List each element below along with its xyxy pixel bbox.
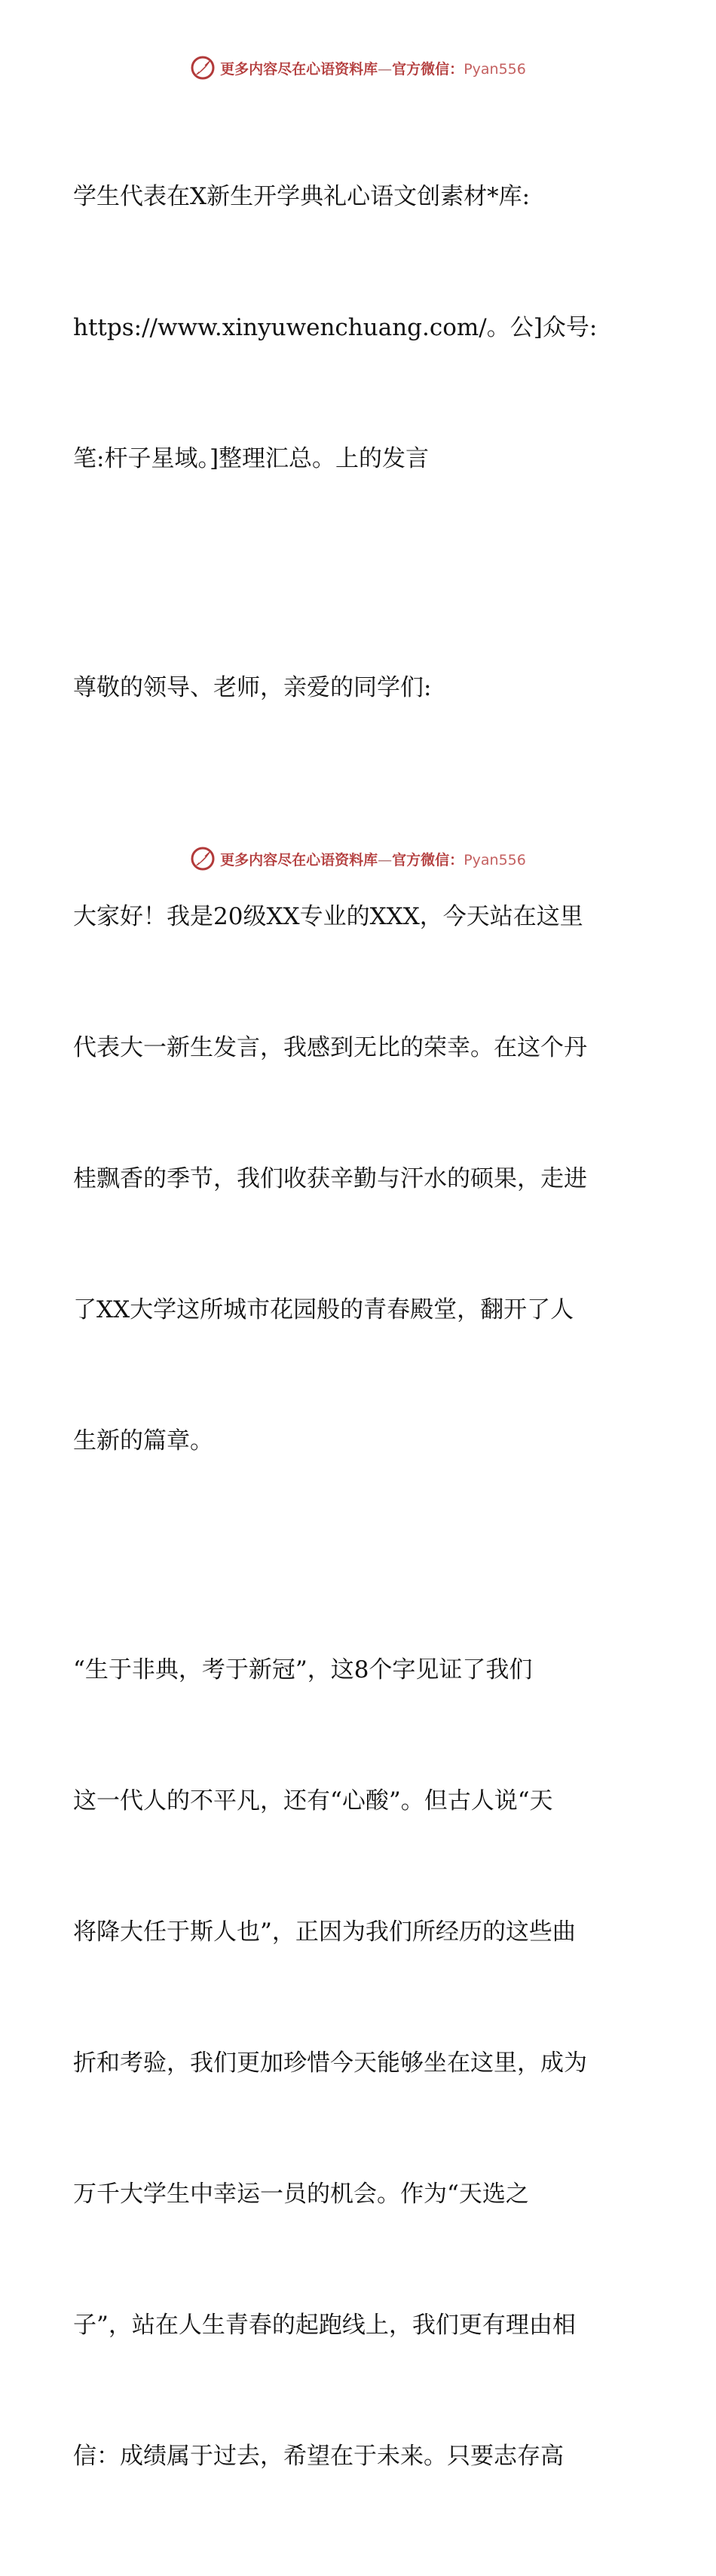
footer-banner <box>0 844 716 874</box>
header-banner-main: 更多内容尽在心语资料库 <box>220 60 378 78</box>
paragraph-line: 代表大一新生发言，我感到无比的荣幸。在这个丹 <box>73 1034 587 1061</box>
header-banner-separator: — <box>378 60 393 78</box>
quill-logo-icon <box>190 55 216 81</box>
title-line: 学生代表在X新生开学典礼心语文创素材*库: <box>73 183 531 210</box>
title-line: 笔:杆子星域。]整理汇总。上的发言 <box>73 445 430 472</box>
quill-logo-icon <box>190 846 216 871</box>
header-banner <box>0 53 716 83</box>
header-banner-wechat-handle: Pyan556 <box>464 60 526 78</box>
header-banner-text <box>220 58 526 78</box>
header-banner-inner <box>190 55 526 81</box>
paragraph-line: 生新的篇章。 <box>73 1427 213 1454</box>
paragraph-line: 子”，站在人生青春的起跑线上，我们更有理由相 <box>73 2312 576 2339</box>
footer-banner-separator: — <box>378 851 393 868</box>
document-body <box>73 87 646 2576</box>
salutation <box>73 578 646 797</box>
footer-banner-wechat-handle: Pyan556 <box>464 851 526 868</box>
paragraph-line: 桂飘香的季节，我们收获辛勤与汗水的硕果，走进 <box>73 1165 587 1192</box>
paragraph-line: 了XX大学这所城市花园般的青春殿堂，翻开了人 <box>73 1296 574 1323</box>
footer-banner-wechat-label: 官方微信： <box>392 851 464 868</box>
footer-banner-inner <box>190 846 526 871</box>
footer-banner-text <box>220 849 526 869</box>
paragraph-line: 这一代人的不平凡，还有“心酸”。但古人说“天 <box>73 1787 553 1814</box>
footer-banner-main: 更多内容尽在心语资料库 <box>220 851 378 868</box>
paragraph-greeting <box>73 807 646 1550</box>
paragraph-line: 折和考验，我们更加珍惜今天能够坐在这里，成为 <box>73 2050 587 2077</box>
salutation-line: 尊敬的领导、老师，亲爱的同学们: <box>73 674 432 701</box>
paragraph-line: 信：成绩属于过去，希望在于未来。只要志存高 <box>73 2443 564 2470</box>
paragraph-generation <box>73 1561 646 2565</box>
paragraph-line: 大家好！我是20级XX专业的XXX，今天站在这里 <box>73 903 583 930</box>
header-banner-wechat-label: 官方微信： <box>392 60 464 78</box>
title-line: https://www.xinyuwenchuang.com/。公]众号: <box>73 314 598 341</box>
paragraph-line: 万千大学生中幸运一员的机会。作为“天选之 <box>73 2181 529 2208</box>
paragraph-line: 将降大任于斯人也”，正因为我们所经历的这些曲 <box>73 1918 576 1946</box>
paragraph-line: “生于非典，考于新冠”，这8个字见证了我们 <box>73 1656 533 1683</box>
document-title <box>73 87 646 568</box>
